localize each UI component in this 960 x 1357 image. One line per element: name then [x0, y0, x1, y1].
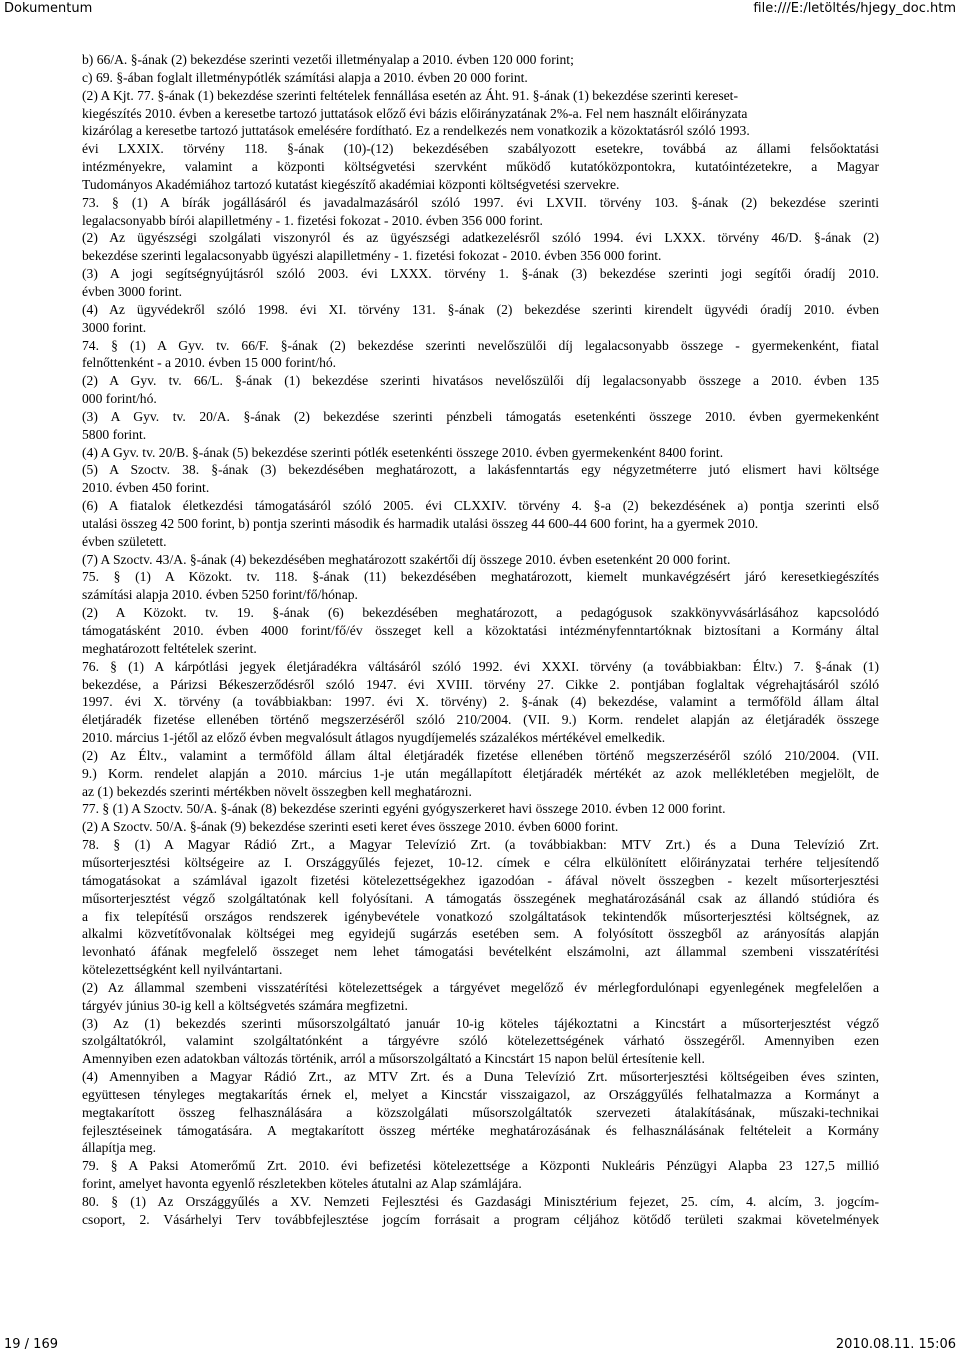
text-line: alkalmi közvetítővonalak költségei meg egyidejű sugárzás esetében sem. A folyósított összegből az arányosítás alapján [82, 926, 879, 942]
text-line: támogatásokat a számlával igazolt fizetési kötelezettségekhez igazodóan - áfával növelt összegben - kezelt műsorterjesztési [82, 872, 879, 888]
text-line: megtakarított összeg felhasználására a közszolgálati műsorszolgáltatók szervezeti átalakításának, műszaki-technikai [82, 1104, 879, 1120]
print-timestamp: 2010.08.11. 15:06 [835, 1337, 956, 1352]
text-line: számítási alapja 2010. évben 5250 forint/fő/hónap. [82, 587, 358, 603]
text-line: (2) A Szoctv. 50/A. §-ának (9) bekezdése szerinti eseti keret éves összege 2010. évben 6000 forint. [82, 819, 619, 835]
file-path: file:///E:/letöltés/hjegy_doc.htm [753, 1, 956, 16]
text-line: 5800 forint. [82, 426, 147, 442]
text-line: 79. § A Paksi Atomerőmű Zrt. 2010. évi befizetési kötelezettsége a Központi Nukleáris Pénzügyi Alapba 23 127,5 millió [82, 1158, 879, 1174]
text-line: (3) Az (1) bekezdés szerinti műsorszolgáltató január 10-ig köteles tájékoztatni a Kincstárt a műsorterjesztést végző [82, 1015, 879, 1031]
document-body [82, 51, 879, 1229]
text-line: 75. § (1) A Közokt. tv. 118. §-ának (11) bekezdésében meghatározott, kiemelt munkavégzésért járó keresetkiegészítés [82, 569, 879, 585]
text-line: forint, amelyet havonta egyenlő részletekben köteles átutalni az Alap számlájára. [82, 1176, 522, 1192]
text-line: 73. § (1) A bírák jogállásáról és javadalmazásáról szóló 1997. évi LXVII. törvény 103. §-ának (2) bekezdése szerinti [82, 194, 879, 210]
text-line: intézményekre, valamint a központi költségvetési szervként működő kutatóközpontokra, kutatóintézetekre, a Magyar [82, 159, 879, 175]
text-line: (2) A Közokt. tv. 19. §-ának (6) bekezdésében meghatározott, a pedagógusok szakkönyvvásárlásához kapcsolódó [82, 605, 879, 621]
text-line: (4) Amennyiben a Magyar Rádió Zrt., az MTV Zrt. és a Duna Televízió Zrt. műsorterjesztési költségeiben éves szinten, [82, 1069, 879, 1085]
text-line: fejlesztéseinek támogatására. A megtakarított összeg mértéke meghatározásának és felhasználásának feltételeit a Kormány [82, 1122, 879, 1138]
text-line: (2) A Gyv. tv. 66/L. §-ának (1) bekezdése szerinti hivatásos nevelőszülői díj legalacsonyabb összege a 2010. évben 135 [82, 373, 879, 389]
text-line: 76. § (1) A kárpótlási jegyek életjáradékra váltásáról szóló 1992. évi XXXI. törvény (a továbbiakban: Éltv.) 7. §-ának (1) [82, 658, 879, 674]
text-line: felnőttenként - a 2010. évben 15 000 forint/hó. [82, 355, 337, 371]
text-line: 80. § (1) Az Országgyűlés a XV. Nemzeti Fejlesztési és Gazdasági Minisztérium fejezet, 25. cím, 4. alcím, 3. jogcím- [82, 1194, 879, 1209]
text-line: b) 66/A. §-ának (2) bekezdése szerinti vezetői illetményalap a 2010. évben 120 000 forint; [82, 52, 574, 67]
text-line: 2010. március 1-jétől az előző évben megvalósult átlagos nyugdíjemelés százalékos mértékével emelkedik. [82, 730, 666, 746]
print-header [0, 0, 960, 20]
text-line: az (1) bekezdés szerinti mértékben növelt összegben kell meghatározni. [82, 783, 472, 799]
text-line: kiegészítés 2010. évben a keresetbe tartozó juttatások előző évi bázis előirányzatának 2%-a. Fel nem használt előirányzata [82, 105, 748, 121]
text-line: tárgyév június 30-ig kell a költségvetés számára megfizetni. [82, 997, 408, 1013]
text-line: a fix telepítésű országos rendszerek igénybevétele vonatkozó szolgáltatások tekintendők műsorterjesztési költségnek, az [82, 908, 879, 924]
text-line: támogatásként 2010. évben 4000 forint/fő/év összeget kell a közoktatási intézményfenntartóknak biztosítani a Kormány által [82, 623, 879, 638]
text-line: levonható áfának megfelelő összeget nem lehet támogatási bevételként elszámolni, azt állammal szembeni visszatérítési [82, 944, 879, 960]
text-line: kizárólag a keresetbe tartozó juttatások emelésére fordítható. Ez a rendelkezés nem vonatkozik a közoktatásról szóló 1993. [82, 123, 750, 139]
text-line: műsorterjesztést végző szolgáltatónak kell folyósítani. A támogatás összegének meghatározásánál csak az állandó stúdióra és [82, 890, 879, 906]
text-line: életjáradék fizetése ellenében történő megszerzéséről szóló 210/2004. (VII. 9.) Korm. rendelet alapján az életjáradék összege [82, 712, 879, 728]
text-line: évben 3000 forint. [82, 283, 183, 299]
text-line: 3000 forint. [82, 319, 147, 335]
text-line: (4) A Gyv. tv. 20/B. §-ának (5) bekezdése szerinti pótlék esetenkénti összege 2010. évben gyermekenként 8400 forint. [82, 444, 724, 460]
text-line: legalacsonyabb bírói alapilletmény - 1. fizetési fokozat - 2010. évben 356 000 forint. [82, 212, 543, 228]
text-line: 78. § (1) A Magyar Rádió Zrt., a Magyar Televízió Zrt. (a továbbiakban: MTV Zrt.) és a Duna Televízió Zrt. [82, 837, 879, 853]
text-line: 9.) Korm. rendelet alapján a 2010. március 1-je után megállapított életjáradék mértékét az azok mellékletében megjelölt, de [82, 765, 879, 781]
text-line: csoport, 2. Vásárhelyi Terv továbbfejlesztése jogcím forrásait a program céljához kötődő területi szakmai követelmények [82, 1211, 879, 1227]
text-line: Amennyiben ezen adatokban változás történik, arról a műsorszolgáltató a Kincstárt 15 napon belül értesítenie kell. [82, 1051, 705, 1067]
text-line: utalási összeg 42 500 forint, b) pontja szerinti második és harmadik utalási összeg 44 600-44 600 forint, ha a gyermek 2010. [82, 515, 759, 531]
text-line: bekezdése szerinti legalacsonyabb ügyészi alapilletmény - 1. fizetési fokozat - 2010. évben 356 000 forint. [82, 248, 662, 264]
text-line: 000 forint/hó. [82, 391, 157, 407]
text-line: műsorterjesztési költségeire az I. Országgyűlés fejezet, 10-12. címek e célra elkülönített előirányzatai terhére teljesítendő [82, 854, 879, 870]
text-line: (4) Az ügyvédekről szóló 1998. évi XI. törvény 131. §-ának (2) bekezdése szerinti kirendelt ügyvédi óradíj 2010. évben [82, 301, 879, 317]
text-line: évben született. [82, 533, 167, 549]
text-line: (6) A fiatalok életkezdési támogatásáról szóló 2005. évi CLXXIV. törvény 4. §-a (2) bekezdésének a) pontja szerinti első [82, 498, 879, 514]
text-line: (2) A Kjt. 77. §-ának (1) bekezdése szerinti feltételek fennállása esetén az Áht. 91. §-ának (1) bekezdése szerinti kereset- [82, 87, 738, 103]
text-line: (3) A jogi segítségnyújtásról szóló 2003. évi LXXX. törvény 1. §-ának (3) bekezdése szerinti jogi segítői óradíj 2010. [82, 266, 879, 282]
text-line: Tudományos Akadémiához tartozó kutatást kiegészítő akadémiai központi költségvetési szervekre. [82, 176, 620, 192]
text-line: állapítja meg. [82, 1140, 156, 1156]
text-line: 2010. évben 450 forint. [82, 480, 210, 496]
document-title: Dokumentum [4, 1, 93, 16]
text-line: (2) Az állammal szembeni visszatérítési kötelezettségek a tárgyévet megelőző év mérlegfordulónapi egyenlegének megfelelően a [82, 979, 879, 995]
text-line: együttesen tényleges megtakarítás érnek el, melyet a Kincstár visszaigazol, az Országgyűlés felhatalmazza a Kormányt a [82, 1086, 879, 1102]
page-number: 19 / 169 [4, 1337, 58, 1352]
text-line: szolgáltatókról, valamint szolgáltatónként a tárgyévre szóló kötelezettségének várható összegéről. Amennyiben ezen [82, 1033, 879, 1049]
text-line: (2) Az Éltv., valamint a termőföld állam által életjáradék fizetése ellenében történő megszerzéséről szóló 210/2004. (VII. [82, 747, 879, 763]
text-line: kötelezettségként kell nyilvántartani. [82, 962, 283, 978]
text-line: (2) Az ügyészségi szolgálati viszonyról és az ügyészségi adatkezelésről szóló 1994. évi LXXX. törvény 46/D. §-ának (2) [82, 230, 879, 246]
text-line: 74. § (1) A Gyv. tv. 66/F. §-ának (2) bekezdése szerinti nevelőszülői díj legalacsonyabb összege - gyermekenként, fiatal [82, 337, 879, 353]
text-line: (3) A Gyv. tv. 20/A. §-ának (2) bekezdése szerinti pénzbeli támogatás esetenkénti összege 2010. évben gyermekenként [82, 408, 879, 424]
text-line: 1997. évi X. törvény (a továbbiakban: 1997. évi X. törvény) 2. §-ának (4) bekezdése, valamint a termőföld állam által [82, 694, 879, 710]
text-line: c) 69. §-ában foglalt illetménypótlék számítási alapja a 2010. évben 20 000 forint. [82, 69, 528, 85]
text-line: évi LXXIX. törvény 118. §-ának (10)-(12) bekezdésében szabályozott esetekre, továbbá az állami felsőoktatási [82, 141, 879, 157]
text-line: meghatározott feltételek szerint. [82, 640, 257, 656]
text-line: (7) A Szoctv. 43/A. §-ának (4) bekezdésében meghatározott szakértői díj összege 2010. évben esetenként 20 000 forint. [82, 551, 731, 567]
text-line: bekezdése, a Párizsi Békeszerződésről szóló 1947. évi XVIII. törvény 27. Cikke 2. pontjában foglaltak végrehajtásáról szóló [82, 676, 879, 692]
text-line: (5) A Szoctv. 38. §-ának (3) bekezdésében meghatározott, a lakásfenntartás egy négyzetméterre jutó elismert havi költsége [82, 462, 879, 478]
text-line: 77. § (1) A Szoctv. 50/A. §-ának (8) bekezdése szerinti egyéni gyógyszerkeret havi összege 2010. évben 12 000 forint. [82, 801, 726, 817]
